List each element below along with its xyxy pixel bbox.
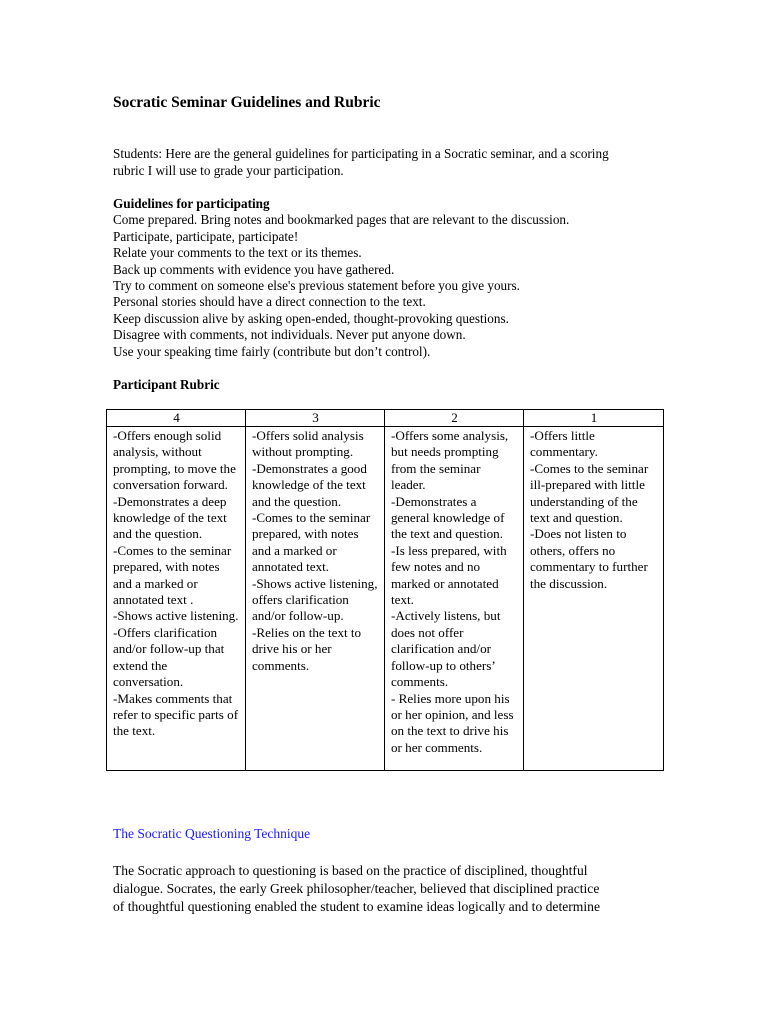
rubric-criterion: -Comes to the seminar ill-prepared with little understanding of the text and question. [530,460,649,526]
guideline-item: Relate your comments to the text or its themes. [113,245,362,261]
body-line: The Socratic approach to questioning is based on the practice of disciplined, thoughtful [113,863,588,878]
guideline-item: Keep discussion alive by asking open-ended, thought-provoking questions. [113,310,509,326]
rubric-criterion: - Relies more upon his or her opinion, and less on the text to drive his or her comments. [391,690,514,755]
rubric-criterion: -Offers solid analysis without prompting. [252,428,364,460]
rubric-criterion: -Is less prepared, with few notes and no marked or annotated text. [391,542,507,608]
rubric-criterion: -Comes to the seminar prepared, with notes and a marked or annotated text . [113,542,232,608]
rubric-criterion: -Comes to the seminar prepared, with notes and a marked or annotated text. [252,510,371,575]
intro-paragraph: Students: Here are the general guidelines for participating in a Socratic seminar, and a scoring rubric I will use to grade your participation. [113,146,609,178]
guidelines-heading: Guidelines for participating [113,196,270,211]
body-paragraph [113,862,673,916]
rubric-criterion: -Shows active listening. [113,608,239,624]
rubric-column-header: 2 [385,410,524,427]
rubric-criteria-row [107,427,664,771]
rubric-header-row [107,410,664,427]
rubric-criterion: -Offers clarification and/or follow-up that extend the conversation. [113,624,225,690]
guideline-item: Use your speaking time fairly (contribute but don’t control). [113,343,431,359]
guideline-item: Personal stories should have a direct connection to the text. [113,294,426,310]
guidelines-list [113,212,673,360]
body-line: of thoughtful questioning enabled the student to examine ideas logically and to determine [113,899,600,914]
rubric-cell-score-2 [385,427,524,771]
guideline-item: Try to comment on someone else's previous statement before you give yours. [113,278,520,294]
page-title: Socratic Seminar Guidelines and Rubric [113,94,381,111]
body-line: dialogue. Socrates, the early Greek philosopher/teacher, believed that disciplined practice [113,881,600,896]
rubric-criterion: -Actively listens, but does not offer clarification and/or follow-up to others’ comments. [391,608,501,690]
rubric-criterion: -Demonstrates a general knowledge of the text and question. [391,493,505,542]
rubric-criterion: -Makes comments that refer to specific parts of the text. [113,690,239,739]
guideline-item: Come prepared. Bring notes and bookmarked pages that are relevant to the discussion. [113,212,570,228]
rubric-column-header: 1 [524,410,664,427]
rubric-criterion: -Relies on the text to drive his or her comments. [252,624,362,673]
socratic-technique-link[interactable]: The Socratic Questioning Technique [113,826,311,841]
rubric-criterion: -Does not listen to others, offers no commentary to further the discussion. [530,526,648,591]
rubric-cell-score-1 [524,427,664,771]
rubric-cell-score-4 [107,427,246,771]
rubric-table [106,409,664,771]
rubric-criterion: -Offers little commentary. [530,428,598,460]
guideline-item: Participate, participate, participate! [113,228,299,244]
rubric-criterion: -Offers enough solid analysis, without prompting, to move the conversation forward. [113,428,236,493]
rubric-heading: Participant Rubric [113,377,220,392]
rubric-criterion: -Offers some analysis, but needs prompting from the seminar leader. [391,428,509,493]
rubric-criterion: -Demonstrates a good knowledge of the text and the question. [252,460,367,509]
rubric-criterion: -Shows active listening, offers clarification and/or follow-up. [252,575,378,624]
rubric-criterion: -Demonstrates a deep knowledge of the text and the question. [113,493,227,542]
rubric-column-header: 3 [246,410,385,427]
guideline-item: Back up comments with evidence you have gathered. [113,261,395,277]
guideline-item: Disagree with comments, not individuals. Never put anyone down. [113,327,466,343]
guidelines-section [113,196,673,360]
rubric-column-header: 4 [107,410,246,427]
rubric-cell-score-3 [246,427,385,771]
